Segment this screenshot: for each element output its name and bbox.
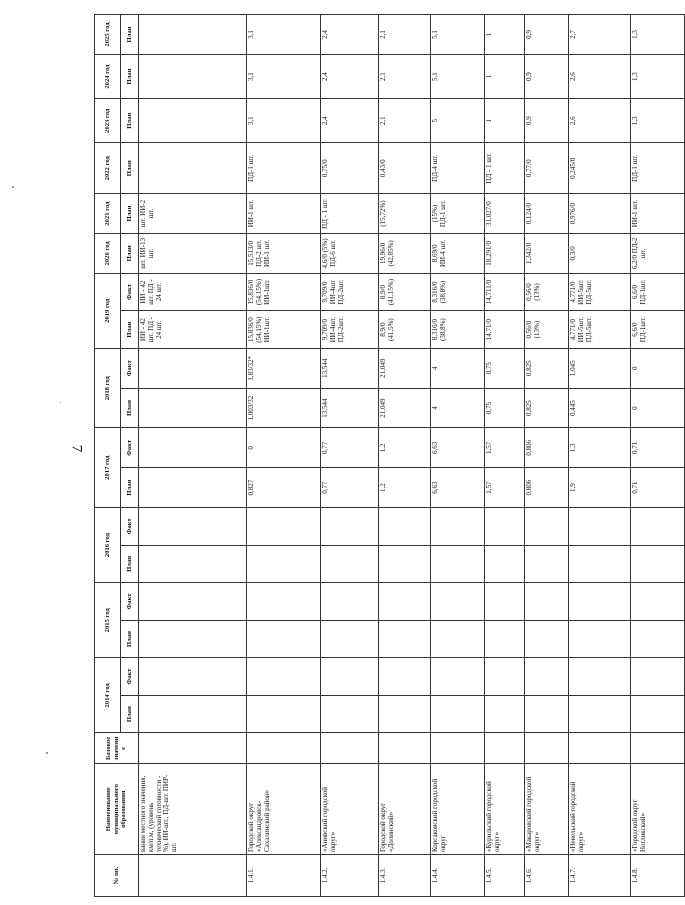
- cell-2014-plan: [379, 695, 431, 733]
- cell-2018-fact: 21,049: [379, 348, 431, 388]
- cell-2018-fact: 13,544: [321, 348, 379, 388]
- scan-speck: [12, 186, 14, 188]
- cell-2016-fact: [485, 508, 525, 546]
- cell-2015-fact: [379, 583, 431, 621]
- cell-2017-plan: 6,63: [431, 468, 485, 508]
- cell-2017-plan: 0,71: [631, 468, 685, 508]
- cell-2021-plan: 31,027/0: [485, 194, 525, 234]
- cell-2025-plan: 1: [485, 15, 525, 55]
- cell-2024-plan: 1: [485, 54, 525, 98]
- table-row: [569, 15, 631, 897]
- cell-2024-plan: 2,6: [569, 54, 631, 98]
- cell-2023-plan: 1: [485, 99, 525, 143]
- cell-2015-fact: [247, 583, 321, 621]
- data-table: [94, 14, 685, 897]
- cell-2016-plan: [485, 545, 525, 583]
- cell-2015-fact: [525, 583, 569, 621]
- cell-2020-plan: 0,3/0: [569, 233, 631, 273]
- cell-2020-plan: 1,342/0: [525, 233, 569, 273]
- cell-2015-plan: [139, 620, 247, 658]
- header-year-2022: 2022 год: [95, 143, 121, 194]
- cell-2021-plan: ИИ-1 шт.: [247, 194, 321, 234]
- cell-2020-plan: 6,2/0 ПД-2 шт.: [631, 233, 685, 273]
- header-plan: План: [121, 388, 139, 428]
- cell-num: 1.4.5.: [485, 855, 525, 897]
- cell-num: 1.4.7.: [569, 855, 631, 897]
- cell-2014-fact: [321, 658, 379, 696]
- header-plan: План: [121, 194, 139, 234]
- cell-2024-plan: 0,9: [525, 54, 569, 98]
- page-number: 7: [68, 444, 85, 453]
- cell-2014-fact: [631, 658, 685, 696]
- table-row: [321, 15, 379, 897]
- cell-base: [431, 733, 485, 764]
- cell-2016-plan: [247, 545, 321, 583]
- cell-2023-plan: 5: [431, 99, 485, 143]
- cell-2025-plan: 2,7: [569, 15, 631, 55]
- cell-2019-fact: 0,56/0 (13%): [525, 273, 569, 311]
- cell-2015-plan: [321, 620, 379, 658]
- cell-2023-plan: 2,6: [569, 99, 631, 143]
- cell-2021-plan: (15%) ПД-1 шт.: [431, 194, 485, 234]
- header-year-2023: 2023 год: [95, 99, 121, 143]
- cell-2015-plan: [431, 620, 485, 658]
- header-plan: План: [121, 99, 139, 143]
- header-year-2014: 2014 год: [95, 658, 121, 733]
- cell-2016-plan: [321, 545, 379, 583]
- cell-2019-plan: ИИ - 42 шт. ПД - 24 шт.: [139, 311, 247, 349]
- header-plan: План: [121, 620, 139, 658]
- cell-base: [631, 733, 685, 764]
- cell-2017-fact: 0: [247, 428, 321, 468]
- cell-2019-fact: 6,6/0 ПД-1шт.: [631, 273, 685, 311]
- cell-name: вания местного значения, км/п.м, (уровень технической готовности - %), ИИ-шт., ПД-шт. ПИР-шт.: [139, 764, 247, 855]
- cell-num: 1.4.6.: [525, 855, 569, 897]
- header-base: Базовое значение: [95, 733, 139, 764]
- header-num: № пп.: [95, 855, 139, 897]
- cell-2021-plan: 0,124/0: [525, 194, 569, 234]
- cell-2015-fact: [321, 583, 379, 621]
- header-plan: План: [121, 54, 139, 98]
- cell-num: 1.4.2.: [321, 855, 379, 897]
- cell-2020-plan: 19,96/0 (42,85%): [379, 233, 431, 273]
- cell-2018-plan: 21,049: [379, 388, 431, 428]
- cell-2016-fact: [569, 508, 631, 546]
- cell-2016-plan: [631, 545, 685, 583]
- cell-2016-fact: [525, 508, 569, 546]
- cell-2014-fact: [379, 658, 431, 696]
- cell-2019-fact: 4,771/0 ИИ-5шт. ПД-5шт.: [569, 273, 631, 311]
- cell-2017-plan: 1,57: [485, 468, 525, 508]
- cell-2019-plan: 9,709/0 ИИ-4шт. ПД-2шт.: [321, 311, 379, 349]
- cell-2014-plan: [247, 695, 321, 733]
- cell-2014-plan: [631, 695, 685, 733]
- cell-2020-plan: 15,513/0 ПД-2 шт. ИИ-1 шт.: [247, 233, 321, 273]
- cell-2020-plan: шт. ИИ-13 шт.: [139, 233, 247, 273]
- header-year-2017: 2017 год: [95, 428, 121, 508]
- cell-base: [525, 733, 569, 764]
- cell-2023-plan: [139, 99, 247, 143]
- cell-2025-plan: 2,4: [321, 15, 379, 55]
- cell-2022-plan: ПД-4 шт.: [431, 143, 485, 194]
- header-year-2016: 2016 год: [95, 508, 121, 583]
- cell-2019-plan: 15,836/0 (54,15%) ИИ-1шт.: [247, 311, 321, 349]
- cell-base: [485, 733, 525, 764]
- cell-2018-fact: 0,825: [525, 348, 569, 388]
- cell-2017-plan: 1,9: [569, 468, 631, 508]
- cell-2022-plan: 0,77/0: [525, 143, 569, 194]
- table-row: [485, 15, 525, 897]
- cell-2023-plan: 1,3: [631, 99, 685, 143]
- cell-2023-plan: 2,4: [321, 99, 379, 143]
- cell-2022-plan: 0,43/0: [379, 143, 431, 194]
- cell-2019-plan: 0,56/0 (13%): [525, 311, 569, 349]
- cell-2020-plan: 18,291/0: [485, 233, 525, 273]
- cell-2016-fact: [379, 508, 431, 546]
- cell-2017-fact: 1,2: [379, 428, 431, 468]
- header-fact: Факт: [121, 348, 139, 388]
- cell-2016-plan: [525, 545, 569, 583]
- cell-num: 1.4.4.: [431, 855, 485, 897]
- cell-2025-plan: [139, 15, 247, 55]
- cell-2023-plan: 0,9: [525, 99, 569, 143]
- cell-2017-plan: 0,827: [247, 468, 321, 508]
- cell-name: «Анивский городской округ»: [321, 764, 379, 855]
- cell-2015-fact: [139, 583, 247, 621]
- cell-2024-plan: 1,3: [631, 54, 685, 98]
- cell-2024-plan: 2,1: [379, 54, 431, 98]
- cell-2018-plan: 1,003/32: [247, 388, 321, 428]
- cell-name: «Невельский городской округ»: [569, 764, 631, 855]
- cell-2019-fact: 8,9/0 (41,15%): [379, 273, 431, 311]
- cell-2017-plan: [139, 468, 247, 508]
- cell-2024-plan: 2,4: [321, 54, 379, 98]
- cell-2018-fact: 4: [431, 348, 485, 388]
- cell-2016-fact: [321, 508, 379, 546]
- table-canvas: [94, 14, 647, 897]
- cell-2022-plan: [139, 143, 247, 194]
- cell-name: «Курильский городской округ»: [485, 764, 525, 855]
- cell-2022-plan: ПД - 1 шт.: [485, 143, 525, 194]
- table-row: [247, 15, 321, 897]
- cell-num: 1.4.8.: [631, 855, 685, 897]
- cell-2019-plan: 8,9/0 (41,5%): [379, 311, 431, 349]
- cell-base: [379, 733, 431, 764]
- cell-2016-fact: [139, 508, 247, 546]
- cell-2018-fact: 0,75: [485, 348, 525, 388]
- cell-2015-plan: [379, 620, 431, 658]
- cell-2017-fact: 6,63: [431, 428, 485, 468]
- cell-2014-fact: [569, 658, 631, 696]
- cell-2018-fact: 1,83/32*: [247, 348, 321, 388]
- header-fact: Факт: [121, 273, 139, 311]
- header-fact: Факт: [121, 658, 139, 696]
- cell-2022-plan: 0,245/0: [569, 143, 631, 194]
- header-plan: План: [121, 311, 139, 349]
- cell-2017-plan: 1,2: [379, 468, 431, 508]
- cell-2019-plan: 8,316/0 (38,8%): [431, 311, 485, 349]
- cell-2015-plan: [247, 620, 321, 658]
- cell-2021-plan: шт. ИИ-2 шт.: [139, 194, 247, 234]
- cell-2018-fact: 1,045: [569, 348, 631, 388]
- table-row: [525, 15, 569, 897]
- cell-2023-plan: 3,1: [247, 99, 321, 143]
- header-fact: Факт: [121, 508, 139, 546]
- cell-2017-plan: 0,77: [321, 468, 379, 508]
- cell-2024-plan: 3,1: [247, 54, 321, 98]
- cell-2019-plan: 6,6/0 ПД-1шт.: [631, 311, 685, 349]
- cell-2025-plan: 3,1: [247, 15, 321, 55]
- header-plan: План: [121, 143, 139, 194]
- header-fact: Факт: [121, 583, 139, 621]
- cell-2018-plan: 4: [431, 388, 485, 428]
- cell-base: [569, 733, 631, 764]
- cell-2014-fact: [431, 658, 485, 696]
- cell-2017-fact: 0,71: [631, 428, 685, 468]
- cell-2022-plan: ПД-1 шт.: [247, 143, 321, 194]
- cell-2019-fact: ИИ - 42 шт. ПД - 24 шт.: [139, 273, 247, 311]
- table-row: [631, 15, 685, 897]
- cell-2015-plan: [569, 620, 631, 658]
- cell-2014-fact: [247, 658, 321, 696]
- cell-2015-fact: [569, 583, 631, 621]
- header-plan: План: [121, 545, 139, 583]
- cell-2018-fact: 0: [631, 348, 685, 388]
- cell-2016-fact: [247, 508, 321, 546]
- cell-name: «Макаровский городской округ»: [525, 764, 569, 855]
- header-plan: План: [121, 695, 139, 733]
- table-row: [431, 15, 485, 897]
- cell-2015-plan: [485, 620, 525, 658]
- header-year-2018: 2018 год: [95, 348, 121, 428]
- cell-2021-plan: 0,976/0: [569, 194, 631, 234]
- cell-2024-plan: 5,1: [431, 54, 485, 98]
- cell-2014-fact: [525, 658, 569, 696]
- cell-2019-plan: 4,771/0 ИИ-5шт. ПД-5шт.: [569, 311, 631, 349]
- cell-2018-fact: [139, 348, 247, 388]
- cell-2022-plan: 0,75/0: [321, 143, 379, 194]
- cell-2021-plan: (15,72%): [379, 194, 431, 234]
- cell-name: Городской округ «Александровск-Сахалинский район»: [247, 764, 321, 855]
- header-year-2015: 2015 год: [95, 583, 121, 658]
- cell-2016-fact: [631, 508, 685, 546]
- header-year-2019: 2019 год: [95, 273, 121, 348]
- cell-2018-plan: 0,825: [525, 388, 569, 428]
- cell-2016-plan: [379, 545, 431, 583]
- cell-name: Городской округ «Долинский»: [379, 764, 431, 855]
- header-plan: План: [121, 233, 139, 273]
- cell-base: [139, 733, 247, 764]
- cell-2020-plan: 4,6/0 (5%) ПД-6 шт.: [321, 233, 379, 273]
- cell-2016-plan: [569, 545, 631, 583]
- cell-2025-plan: 5,1: [431, 15, 485, 55]
- cell-2023-plan: 2,1: [379, 99, 431, 143]
- cell-2020-plan: 8,69/0 ИИ-4 шт.: [431, 233, 485, 273]
- cell-2014-plan: [485, 695, 525, 733]
- cell-2024-plan: [139, 54, 247, 98]
- cell-2025-plan: 2,1: [379, 15, 431, 55]
- cell-2015-fact: [485, 583, 525, 621]
- cell-2014-plan: [139, 695, 247, 733]
- cell-2019-fact: 8,316/0 (38,8%): [431, 273, 485, 311]
- cell-num: [139, 855, 247, 897]
- cell-2017-fact: 1,3: [569, 428, 631, 468]
- cell-2014-plan: [321, 695, 379, 733]
- header-name: Наименование муниципального образования: [95, 764, 139, 855]
- cell-2019-fact: 9,709/0 ИИ-4шт ПД-2шт.: [321, 273, 379, 311]
- table-row: [139, 15, 247, 897]
- rotated-table-wrapper: [94, 14, 647, 897]
- cell-base: [247, 733, 321, 764]
- cell-2014-fact: [485, 658, 525, 696]
- cell-2017-fact: [139, 428, 247, 468]
- cell-2018-plan: 0,75: [485, 388, 525, 428]
- cell-2019-fact: 14,711/0: [485, 273, 525, 311]
- header-year-2020: 2020 год: [95, 233, 121, 273]
- cell-2022-plan: ПД-1 шт.: [631, 143, 685, 194]
- cell-2016-plan: [431, 545, 485, 583]
- cell-2018-plan: 0: [631, 388, 685, 428]
- header-plan: План: [121, 468, 139, 508]
- cell-2016-plan: [139, 545, 247, 583]
- scan-speck: [60, 402, 61, 403]
- cell-num: 1.4.1.: [247, 855, 321, 897]
- table-row: [379, 15, 431, 897]
- cell-2014-fact: [139, 658, 247, 696]
- cell-name: Корсаковский городской округ: [431, 764, 485, 855]
- cell-2017-fact: 0,806: [525, 428, 569, 468]
- cell-2019-plan: 14,71/0: [485, 311, 525, 349]
- cell-2014-plan: [569, 695, 631, 733]
- cell-num: 1.4.3.: [379, 855, 431, 897]
- cell-name: «Городской округ Ногликский»: [631, 764, 685, 855]
- header-year-2025: 2025 год: [95, 15, 121, 55]
- cell-2025-plan: 1,3: [631, 15, 685, 55]
- cell-2025-plan: 0,9: [525, 15, 569, 55]
- cell-2021-plan: ИИ-1 шт.: [631, 194, 685, 234]
- header-fact: Факт: [121, 428, 139, 468]
- cell-2015-plan: [631, 620, 685, 658]
- scan-speck: [46, 752, 48, 754]
- header-plan: План: [121, 15, 139, 55]
- cell-2014-plan: [431, 695, 485, 733]
- cell-2018-plan: 0,445: [569, 388, 631, 428]
- cell-2019-fact: 15,836/0 (54,15%) ИИ-1шт.: [247, 273, 321, 311]
- cell-base: [321, 733, 379, 764]
- cell-2017-fact: 0,77: [321, 428, 379, 468]
- cell-2018-plan: 13,544: [321, 388, 379, 428]
- cell-2014-plan: [525, 695, 569, 733]
- cell-2018-plan: [139, 388, 247, 428]
- cell-2015-fact: [431, 583, 485, 621]
- cell-2021-plan: ПД - 1 шт.: [321, 194, 379, 234]
- cell-2017-plan: 0,806: [525, 468, 569, 508]
- cell-2015-fact: [631, 583, 685, 621]
- header-year-2021: 2021 год: [95, 194, 121, 234]
- cell-2015-plan: [525, 620, 569, 658]
- cell-2016-fact: [431, 508, 485, 546]
- cell-2017-fact: 1,57: [485, 428, 525, 468]
- header-year-2024: 2024 год: [95, 54, 121, 98]
